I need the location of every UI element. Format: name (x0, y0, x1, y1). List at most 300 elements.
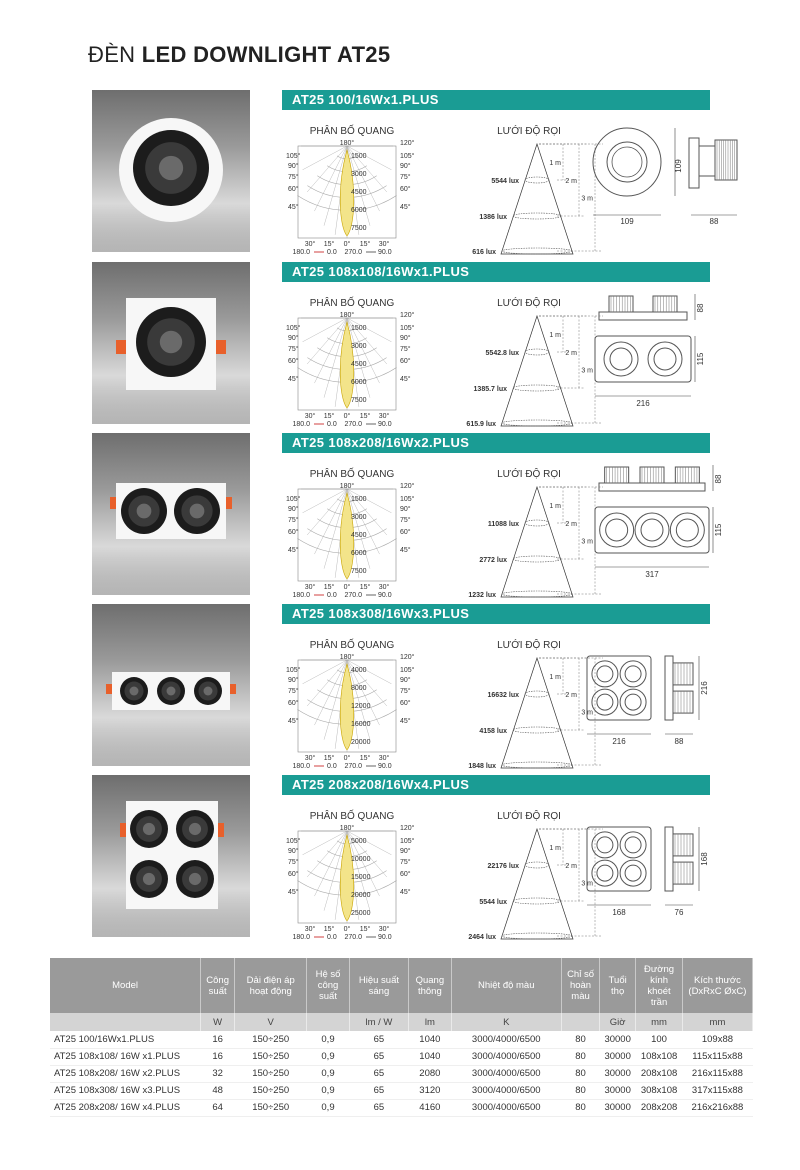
dimension-value: 115 (696, 352, 705, 366)
angle-label: 90° (288, 335, 299, 342)
scale-value: 10000 (351, 856, 371, 863)
angle-label: 60° (400, 871, 411, 878)
polar-chart (282, 652, 422, 772)
scale-value: 6000 (351, 207, 367, 214)
table-cell: 32 (201, 1065, 235, 1082)
legend-value: 0.0 (327, 934, 337, 941)
scale-value: 7500 (351, 397, 367, 404)
angle-label: 15° (359, 584, 371, 591)
angle-label: 15° (323, 584, 335, 591)
product-banner (282, 604, 710, 624)
cone-chart-title: LƯỚI ĐỘ RỌI (497, 298, 561, 309)
angle-label: 105° (286, 325, 301, 332)
title-prefix: ĐÈN (88, 42, 142, 67)
table-cell: 1040 (409, 1048, 451, 1065)
lens-core (143, 823, 155, 835)
table-cell: 30000 (600, 1099, 636, 1116)
angle-label: 15° (359, 926, 371, 933)
lux-ring (513, 556, 561, 562)
unit-cell: W (201, 1013, 235, 1031)
table-cell: 30000 (600, 1048, 636, 1065)
model-cell: AT25 100/16Wx1.PLUS (50, 1031, 201, 1048)
lux-ring (513, 727, 561, 733)
angle-label: 15° (359, 413, 371, 420)
legend-value: 270.0 (344, 592, 362, 599)
scale-value: 4500 (351, 361, 367, 368)
cone-outline (501, 144, 573, 254)
dimension-value: 109 (620, 217, 634, 226)
angle-label: 105° (286, 838, 301, 845)
angle-label: 75° (288, 688, 299, 695)
table-cell: 65 (349, 1031, 408, 1048)
table-header: Quang thông (409, 958, 451, 1013)
distance-label: 1 m (549, 503, 561, 510)
polar-chart (282, 138, 422, 258)
table-cell: 216x115x88 (682, 1065, 752, 1082)
lux-value: 616 lux (472, 249, 496, 256)
lens-core (160, 331, 182, 353)
angle-label: 15° (323, 755, 335, 762)
table-cell: 3000/4000/6500 (451, 1099, 561, 1116)
product-banner (282, 775, 710, 795)
angle-label: 90° (400, 163, 411, 170)
scale-value: 3000 (351, 514, 367, 521)
distance-label: 2 m (565, 350, 577, 357)
lens-core (204, 687, 213, 696)
angle-label: 15° (323, 241, 335, 248)
table-cell: 150÷250 (235, 1048, 307, 1065)
legend-value: 180.0 (292, 249, 310, 256)
cone-outline (501, 829, 573, 939)
scale-value: 8000 (351, 685, 367, 692)
scale-value: 7500 (351, 568, 367, 575)
scale-value: 1500 (351, 496, 367, 503)
distance-label: 3 m (581, 367, 593, 375)
polar-chart-title: PHÂN BỐ QUANG (309, 469, 395, 480)
table-cell: 65 (349, 1048, 408, 1065)
lux-value: 4158 lux (479, 728, 507, 735)
legend-value: 90.0 (378, 934, 392, 941)
table-cell: 80 (561, 1082, 599, 1099)
dimension-drawing (577, 120, 747, 245)
angle-label: 0° (343, 584, 351, 591)
lux-value: 2772 lux (479, 557, 507, 564)
angle-label: 90° (400, 848, 411, 855)
distance-label: 1 m (549, 160, 561, 167)
table-cell: 150÷250 (235, 1082, 307, 1099)
table-row (50, 1048, 753, 1065)
unit-cell: lm (409, 1013, 451, 1031)
distance-label: 1 m (549, 845, 561, 852)
angle-label: 45° (288, 547, 299, 554)
angle-label: 0° (343, 755, 351, 762)
angle-label: 75° (288, 517, 299, 524)
table-header: Tuổi thọ (600, 958, 636, 1013)
product-banner (282, 262, 710, 282)
lux-value: 5544 lux (479, 899, 507, 906)
dimension-value: 168 (612, 908, 626, 917)
dimension-value: 88 (709, 217, 719, 226)
lux-ring (525, 177, 549, 183)
table-header: Hiệu suất sáng (349, 958, 408, 1013)
legend-value: 90.0 (378, 763, 392, 770)
unit-cell (307, 1013, 349, 1031)
spring-clip (116, 340, 126, 354)
lux-value: 615.9 lux (466, 421, 496, 428)
angle-label: 75° (288, 859, 299, 866)
distance-label: 2 m (565, 521, 577, 528)
angle-label: 0° (343, 413, 351, 420)
table-cell: 65 (349, 1082, 408, 1099)
product-name: AT25 108x108/16Wx1.PLUS (292, 264, 470, 279)
cone-chart-title: LƯỚI ĐỘ RỌI (497, 640, 561, 651)
lux-ring (513, 898, 561, 904)
angle-label: 60° (400, 529, 411, 536)
table-cell: 30000 (600, 1031, 636, 1048)
dimension-value: 88 (714, 474, 723, 484)
table-row (50, 1082, 753, 1099)
angle-label: 120° (400, 483, 415, 490)
angle-label: 60° (400, 358, 411, 365)
angle-label: 105° (400, 838, 415, 845)
cone-outline (501, 487, 573, 597)
dimension-value: 168 (700, 852, 709, 866)
scale-value: 6000 (351, 379, 367, 386)
angle-label: 0° (343, 241, 351, 248)
angle-label: 45° (288, 376, 299, 383)
lux-value: 5542.8 lux (485, 350, 519, 357)
polar-chart (282, 310, 422, 430)
polar-chart (282, 481, 422, 601)
lens-core (137, 504, 152, 519)
angle-label: 120° (400, 140, 415, 147)
table-cell: 4160 (409, 1099, 451, 1116)
scale-value: 12000 (351, 703, 371, 710)
table-row (50, 1099, 753, 1116)
table-cell: 80 (561, 1048, 599, 1065)
table-cell: 115x115x88 (682, 1048, 752, 1065)
cone-chart-title: LƯỚI ĐỘ RỌI (497, 469, 561, 480)
dimension-drawing (577, 463, 747, 588)
lux-ring (513, 213, 561, 219)
table-cell: 150÷250 (235, 1099, 307, 1116)
lens-core (190, 504, 205, 519)
angle-label: 45° (400, 376, 411, 383)
angle-label: 15° (359, 241, 371, 248)
angle-label: 105° (286, 153, 301, 160)
angle-label: 15° (323, 926, 335, 933)
scale-value: 3000 (351, 343, 367, 350)
lens-core (189, 873, 201, 885)
unit-cell (561, 1013, 599, 1031)
angle-label: 90° (288, 506, 299, 513)
side-view (599, 483, 705, 491)
lens-core (143, 873, 155, 885)
scale-value: 20000 (351, 739, 371, 746)
scale-value: 4000 (351, 667, 367, 674)
angle-label: 75° (400, 688, 411, 695)
angle-label: 75° (288, 346, 299, 353)
lens-core (189, 823, 201, 835)
table-cell: 3000/4000/6500 (451, 1082, 561, 1099)
angle-label: 180° (339, 654, 355, 661)
polar-chart-title: PHÂN BỐ QUANG (309, 811, 395, 822)
table-cell: 308x108 (636, 1082, 683, 1099)
table-cell: 0,9 (307, 1099, 349, 1116)
scale-value: 4500 (351, 532, 367, 539)
legend-value: 270.0 (344, 421, 362, 428)
unit-cell: mm (636, 1013, 683, 1031)
angle-label: 105° (400, 496, 415, 503)
angle-label: 75° (400, 517, 411, 524)
legend-value: 90.0 (378, 592, 392, 599)
distance-label: 3 m (581, 709, 593, 717)
angle-label: 105° (400, 153, 415, 160)
angle-label: 90° (288, 677, 299, 684)
model-cell: AT25 108x108/ 16W x1.PLUS (50, 1048, 201, 1065)
lux-value: 1386 lux (479, 214, 507, 221)
angle-label: 75° (400, 859, 411, 866)
lux-ring (525, 862, 549, 868)
unit-cell: mm (682, 1013, 752, 1031)
angle-label: 105° (286, 667, 301, 674)
angle-label: 60° (288, 186, 299, 193)
distance-label: 2 m (565, 178, 577, 185)
table-cell: 0,9 (307, 1031, 349, 1048)
units-row (50, 1013, 753, 1031)
table-cell: 65 (349, 1065, 408, 1082)
table-header: Đường kính khoét trần (636, 958, 683, 1013)
table-cell: 64 (201, 1099, 235, 1116)
scale-value: 16000 (351, 721, 371, 728)
table-row (50, 1065, 753, 1082)
angle-label: 45° (400, 718, 411, 725)
table-header: Chỉ số hoàn màu (561, 958, 599, 1013)
angle-label: 45° (288, 889, 299, 896)
legend-value: 0.0 (327, 763, 337, 770)
lux-value: 2464 lux (468, 934, 496, 941)
table-header: Kích thước (DxRxC ØxC) (682, 958, 752, 1013)
legend-value: 0.0 (327, 592, 337, 599)
product-banner (282, 433, 710, 453)
dimension-value: 88 (696, 303, 705, 313)
angle-label: 90° (400, 506, 411, 513)
model-cell: AT25 208x208/ 16W x4.PLUS (50, 1099, 201, 1116)
lux-ring (525, 691, 549, 697)
lux-value: 5544 lux (491, 178, 519, 185)
product-photo (92, 604, 250, 766)
lux-value: 22176 lux (487, 863, 519, 870)
angle-label: 75° (288, 174, 299, 181)
table-cell: 30000 (600, 1065, 636, 1082)
angle-label: 120° (400, 654, 415, 661)
dimension-drawing (577, 805, 747, 930)
dimension-value: 317 (645, 570, 659, 579)
product-photo (92, 433, 250, 595)
legend-value: 180.0 (292, 763, 310, 770)
unit-cell: V (235, 1013, 307, 1031)
angle-label: 180° (339, 483, 355, 490)
angle-label: 90° (288, 848, 299, 855)
table-cell: 3000/4000/6500 (451, 1031, 561, 1048)
angle-label: 105° (286, 496, 301, 503)
product-banner (282, 90, 710, 110)
table-cell: 80 (561, 1099, 599, 1116)
angle-label: 60° (288, 700, 299, 707)
distance-label: 3 m (581, 538, 593, 546)
dimension-value: 115 (714, 523, 723, 537)
angle-label: 45° (400, 547, 411, 554)
angle-label: 60° (288, 871, 299, 878)
legend-value: 270.0 (344, 934, 362, 941)
angle-label: 105° (400, 667, 415, 674)
angle-label: 180° (339, 140, 355, 147)
angle-label: 60° (400, 700, 411, 707)
table-cell: 3000/4000/6500 (451, 1048, 561, 1065)
lux-value: 1232 lux (468, 592, 496, 599)
table-cell: 48 (201, 1082, 235, 1099)
front-view (587, 656, 651, 720)
angle-label: 30° (304, 755, 316, 762)
angle-label: 90° (288, 163, 299, 170)
scale-value: 1500 (351, 325, 367, 332)
product-photo (92, 90, 250, 252)
dimension-value: 76 (674, 908, 684, 917)
table-header: Dải điện áp hoạt động (235, 958, 307, 1013)
unit-cell: Giờ (600, 1013, 636, 1031)
polar-chart-title: PHÂN BỐ QUANG (309, 126, 395, 137)
model-cell: AT25 108x308/ 16W x3.PLUS (50, 1082, 201, 1099)
table-header: Công suất (201, 958, 235, 1013)
table-cell: 100 (636, 1031, 683, 1048)
table-cell: 16 (201, 1031, 235, 1048)
scale-value: 20000 (351, 892, 371, 899)
legend-value: 270.0 (344, 763, 362, 770)
table-cell: 150÷250 (235, 1065, 307, 1082)
angle-label: 105° (400, 325, 415, 332)
angle-label: 75° (400, 346, 411, 353)
angle-label: 0° (343, 926, 351, 933)
scale-value: 6000 (351, 550, 367, 557)
lux-value: 11088 lux (487, 521, 519, 528)
angle-label: 30° (304, 413, 316, 420)
dimension-value: 216 (700, 681, 709, 695)
table-cell: 30000 (600, 1082, 636, 1099)
legend-value: 90.0 (378, 249, 392, 256)
side-view (665, 656, 673, 720)
angle-label: 15° (359, 755, 371, 762)
angle-label: 45° (400, 889, 411, 896)
distance-label: 2 m (565, 863, 577, 870)
product-photo (92, 775, 250, 937)
product-section (92, 90, 719, 256)
product-name: AT25 208x208/16Wx4.PLUS (292, 777, 470, 792)
scale-value: 15000 (351, 874, 371, 881)
legend-value: 0.0 (327, 421, 337, 428)
table-cell: 317x115x88 (682, 1082, 752, 1099)
angle-label: 45° (400, 204, 411, 211)
distance-label: 1 m (549, 674, 561, 681)
angle-label: 180° (339, 825, 355, 832)
cone-chart-title: LƯỚI ĐỘ RỌI (497, 126, 561, 137)
angle-label: 30° (378, 926, 390, 933)
model-cell: AT25 108x208/ 16W x2.PLUS (50, 1065, 201, 1082)
polar-chart-title: PHÂN BỐ QUANG (309, 640, 395, 651)
table-cell: 109x88 (682, 1031, 752, 1048)
table-cell: 3000/4000/6500 (451, 1065, 561, 1082)
dimension-value: 88 (674, 737, 684, 746)
table-cell: 208x208 (636, 1099, 683, 1116)
table-header: Model (50, 958, 201, 1013)
angle-label: 90° (400, 677, 411, 684)
side-view (599, 312, 687, 320)
angle-label: 120° (400, 825, 415, 832)
lux-value: 1385.7 lux (473, 386, 507, 393)
distance-label: 3 m (581, 195, 593, 203)
table-cell: 3120 (409, 1082, 451, 1099)
table-cell: 65 (349, 1099, 408, 1116)
cone-outline (501, 316, 573, 426)
table-cell: 0,9 (307, 1065, 349, 1082)
angle-label: 60° (400, 186, 411, 193)
product-section (92, 775, 710, 941)
unit-cell: lm / W (349, 1013, 408, 1031)
table-cell: 0,9 (307, 1082, 349, 1099)
table-cell: 80 (561, 1065, 599, 1082)
front-view (595, 336, 691, 382)
unit-cell: K (451, 1013, 561, 1031)
angle-label: 45° (288, 718, 299, 725)
polar-chart (282, 823, 422, 943)
lens-core (130, 687, 139, 696)
lux-ring (525, 349, 549, 355)
table-cell: 208x108 (636, 1065, 683, 1082)
dimension-value: 216 (612, 737, 626, 746)
dimension-value: 109 (674, 159, 683, 173)
angle-label: 30° (304, 241, 316, 248)
legend-value: 90.0 (378, 421, 392, 428)
angle-label: 60° (288, 358, 299, 365)
angle-label: 60° (288, 529, 299, 536)
legend-value: 180.0 (292, 592, 310, 599)
side-view (665, 827, 673, 891)
scale-value: 5000 (351, 838, 367, 845)
unit-cell (50, 1013, 201, 1031)
table-cell: 150÷250 (235, 1031, 307, 1048)
page-title (88, 42, 390, 68)
legend-value: 270.0 (344, 249, 362, 256)
table-cell: 80 (561, 1031, 599, 1048)
spring-clip (216, 340, 226, 354)
angle-label: 75° (400, 174, 411, 181)
title-main: LED DOWNLIGHT AT25 (141, 42, 391, 67)
angle-label: 120° (400, 312, 415, 319)
distance-label: 3 m (581, 880, 593, 888)
legend-value: 180.0 (292, 934, 310, 941)
table-cell: 0,9 (307, 1048, 349, 1065)
lux-value: 16632 lux (487, 692, 519, 699)
dimension-value: 216 (636, 399, 650, 408)
table-header: Nhiệt độ màu (451, 958, 561, 1013)
product-name: AT25 108x208/16Wx2.PLUS (292, 435, 470, 450)
table-cell: 16 (201, 1048, 235, 1065)
side-view (689, 138, 699, 188)
angle-label: 45° (288, 204, 299, 211)
product-section (92, 604, 710, 770)
table-cell: 108x108 (636, 1048, 683, 1065)
cone-outline (501, 658, 573, 768)
legend-value: 180.0 (292, 421, 310, 428)
